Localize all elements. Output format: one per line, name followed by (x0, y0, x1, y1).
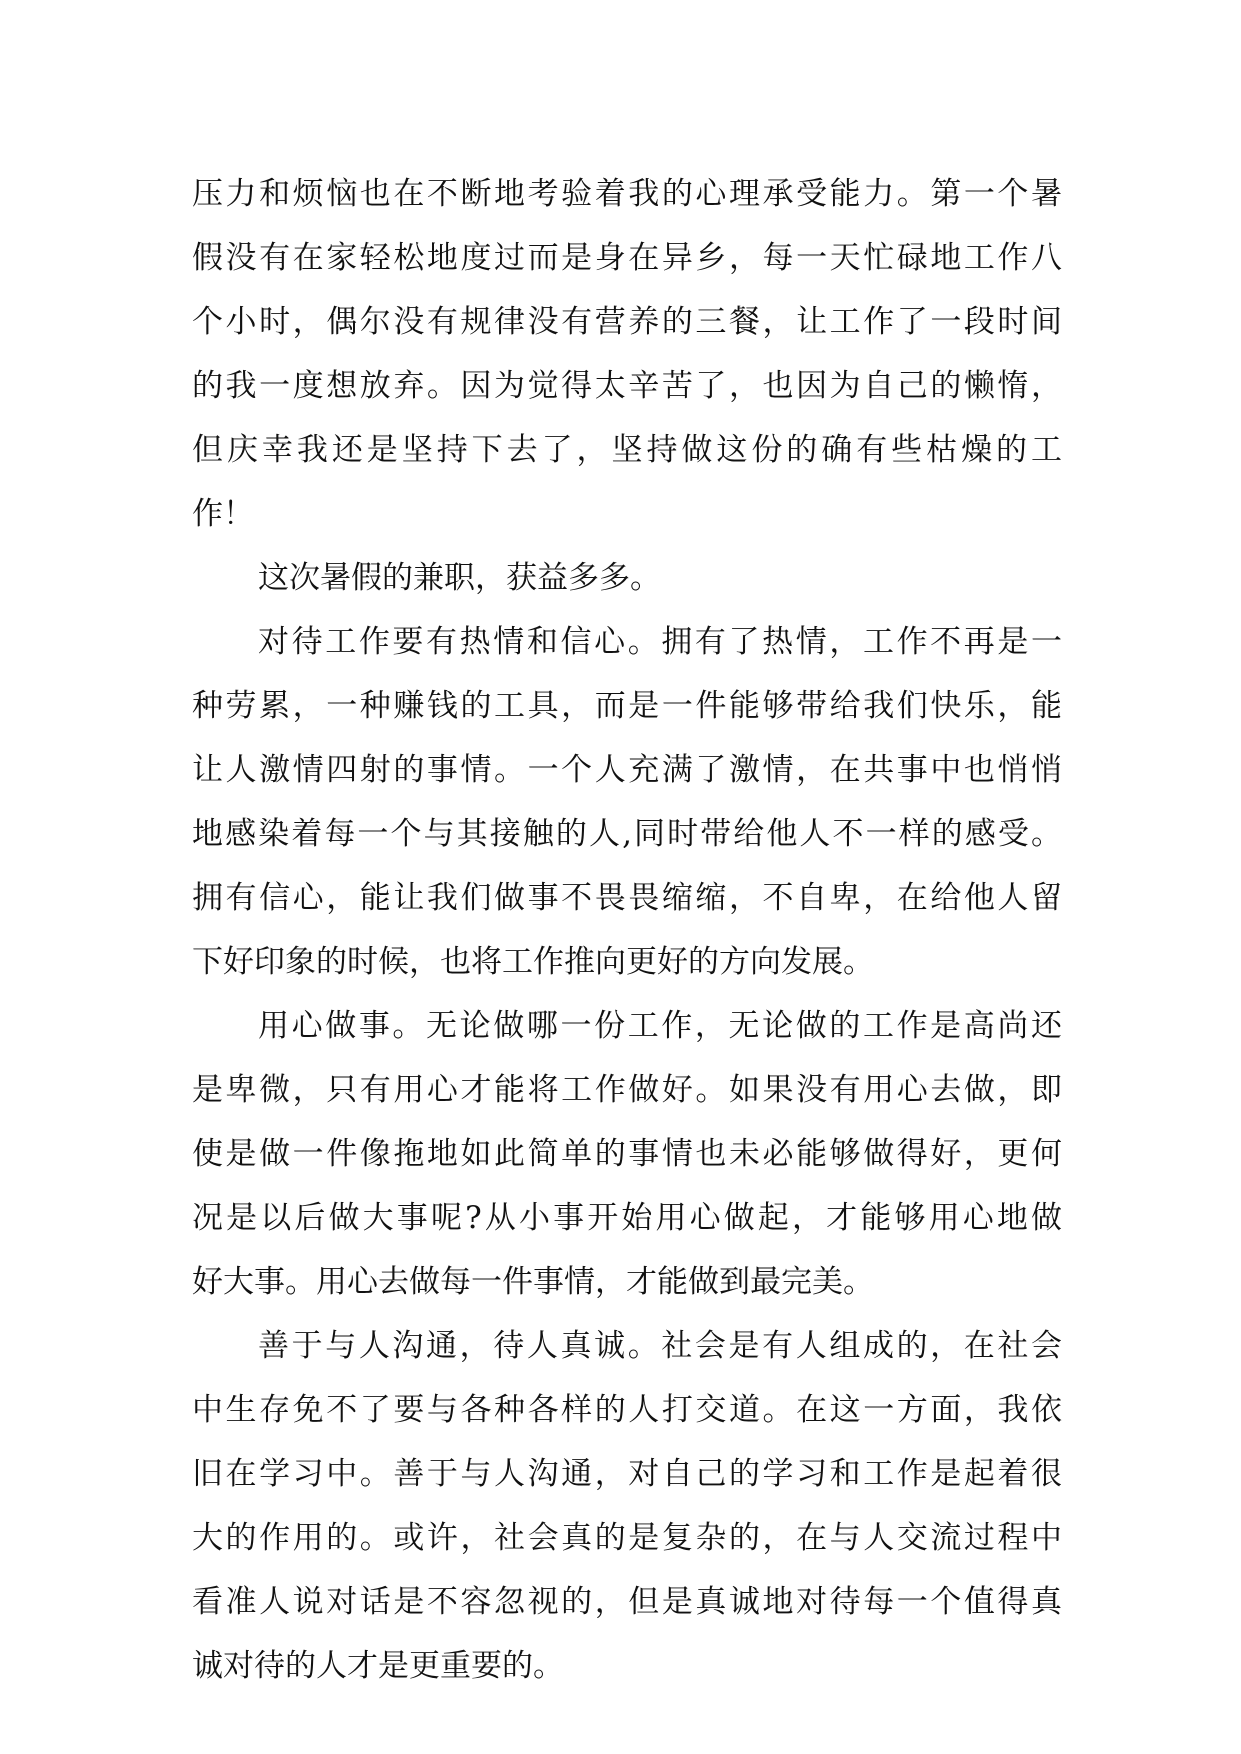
text-line: 的我一度想放弃。因为觉得太辛苦了，也因为自己的懒惰， (192, 368, 1062, 404)
text-line: 况是以后做大事呢?从小事开始用心做起，才能够用心地做 (192, 1200, 1062, 1236)
text-line: 使是做一件像拖地如此简单的事情也未必能够做得好，更何 (192, 1136, 1062, 1172)
text-line: 大的作用的。或许，社会真的是复杂的，在与人交流过程中 (192, 1520, 1062, 1556)
body-text (192, 162, 1062, 1698)
text-line: 中生存免不了要与各种各样的人打交道。在这一方面，我依 (192, 1392, 1062, 1428)
text-line: 但庆幸我还是坚持下去了，坚持做这份的确有些枯燥的工 (192, 432, 1062, 468)
text-line: 看准人说对话是不容忽视的，但是真诚地对待每一个值得真 (192, 1584, 1062, 1620)
text-line: 用心做事。无论做哪一份工作，无论做的工作是高尚还 (258, 1008, 1062, 1044)
text-line: 假没有在家轻松地度过而是身在异乡，每一天忙碌地工作八 (192, 240, 1062, 276)
text-line: 旧在学习中。善于与人沟通，对自己的学习和工作是起着很 (192, 1456, 1062, 1492)
text-line: 地感染着每一个与其接触的人,同时带给他人不一样的感受。 (192, 816, 1062, 852)
text-line: 这次暑假的兼职，获益多多。 (258, 560, 661, 596)
text-line: 对待工作要有热情和信心。拥有了热情，工作不再是一 (258, 624, 1062, 660)
text-line: 下好印象的时候，也将工作推向更好的方向发展。 (192, 944, 874, 980)
text-line: 诚对待的人才是更重要的。 (192, 1648, 564, 1684)
text-line: 个小时，偶尔没有规律没有营养的三餐，让工作了一段时间 (192, 304, 1062, 340)
text-line: 作！ (192, 496, 254, 532)
text-line: 是卑微，只有用心才能将工作做好。如果没有用心去做，即 (192, 1072, 1062, 1108)
text-line: 拥有信心，能让我们做事不畏畏缩缩，不自卑，在给他人留 (192, 880, 1062, 916)
text-line: 好大事。用心去做每一件事情，才能做到最完美。 (192, 1264, 874, 1300)
text-line: 让人激情四射的事情。一个人充满了激情，在共事中也悄悄 (192, 752, 1062, 788)
text-line: 压力和烦恼也在不断地考验着我的心理承受能力。第一个暑 (192, 176, 1062, 212)
text-line: 种劳累，一种赚钱的工具，而是一件能够带给我们快乐，能 (192, 688, 1062, 724)
text-line: 善于与人沟通，待人真诚。社会是有人组成的，在社会 (258, 1328, 1062, 1364)
